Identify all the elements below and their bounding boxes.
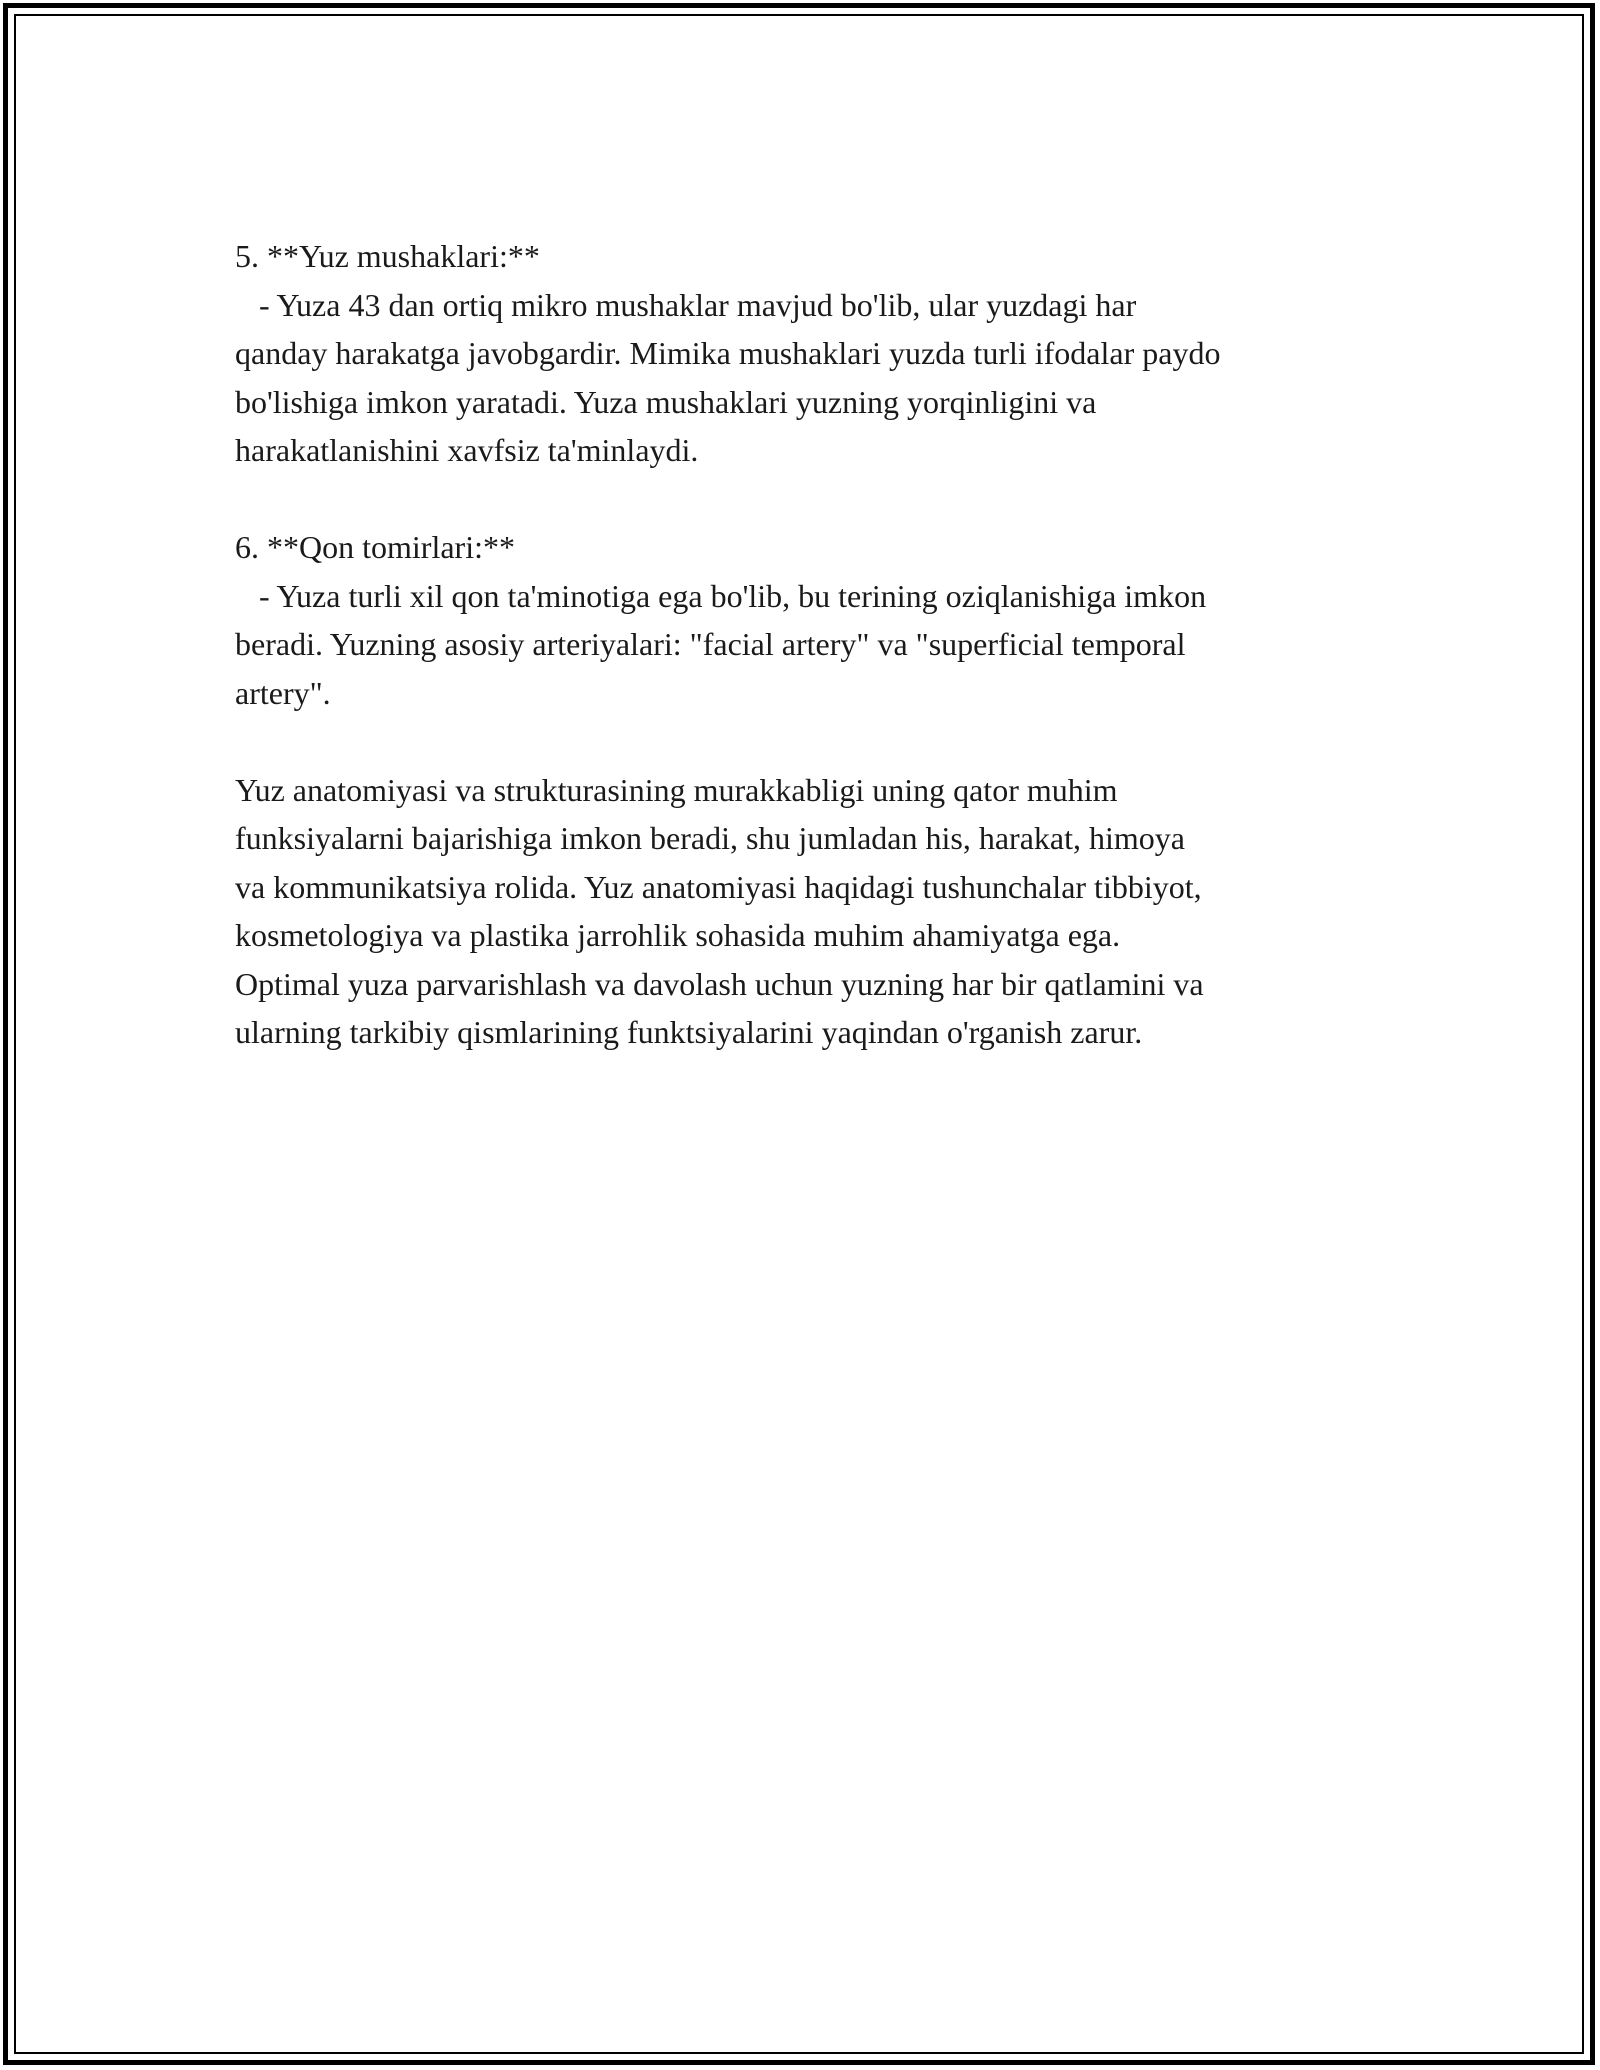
- document-body: [235, 232, 1375, 1057]
- paragraph-line: - Yuza 43 dan ortiq mikro mushaklar mavjud bo'lib, ular yuzdagi har: [235, 286, 1137, 323]
- section-heading: 5. **Yuz mushaklari:**: [235, 238, 540, 274]
- paragraph-line: ularning tarkibiy qismlarining funktsiyalarini yaqindan o'rganish zarur.: [235, 1014, 1143, 1050]
- paragraph-line: va kommunikatsiya rolida. Yuz anatomiyasi haqidagi tushunchalar tibbiyot,: [235, 868, 1202, 905]
- paragraph-line: funksiyalarni bajarishiga imkon beradi, shu jumladan his, harakat, himoya: [235, 820, 1185, 856]
- paragraph-line: Yuz anatomiyasi va strukturasining murakkabligi uning qator muhim: [235, 771, 1118, 808]
- paragraph-line: Optimal yuza parvarishlash va davolash uchun yuzning har bir qatlamini va: [235, 965, 1204, 1002]
- paragraph-line: harakatlanishini xavfsiz ta'minlaydi.: [235, 432, 699, 468]
- paragraph-line: - Yuza turli xil qon ta'minotiga ega bo'lib, bu terining oziqlanishiga imkon: [235, 577, 1207, 614]
- section-heading: 6. **Qon tomirlari:**: [235, 529, 515, 565]
- section-blood-vessels: [235, 523, 1375, 717]
- paragraph-line: bo'lishiga imkon yaratadi. Yuza mushaklari yuzning yorqinligini va: [235, 383, 1097, 420]
- paragraph-spacer: [235, 717, 1375, 766]
- section-conclusion: [235, 766, 1375, 1057]
- paragraph-spacer: [235, 475, 1375, 524]
- paragraph-line: kosmetologiya va plastika jarrohlik sohasida muhim ahamiyatga ega.: [235, 917, 1121, 953]
- paragraph-line: artery".: [235, 674, 331, 711]
- paragraph-line: beradi. Yuzning asosiy arteriyalari: "facial artery" va "superficial temporal: [235, 626, 1186, 662]
- section-facial-muscles: [235, 232, 1375, 475]
- paragraph-line: qanday harakatga javobgardir. Mimika mushaklari yuzda turli ifodalar paydo: [235, 335, 1221, 371]
